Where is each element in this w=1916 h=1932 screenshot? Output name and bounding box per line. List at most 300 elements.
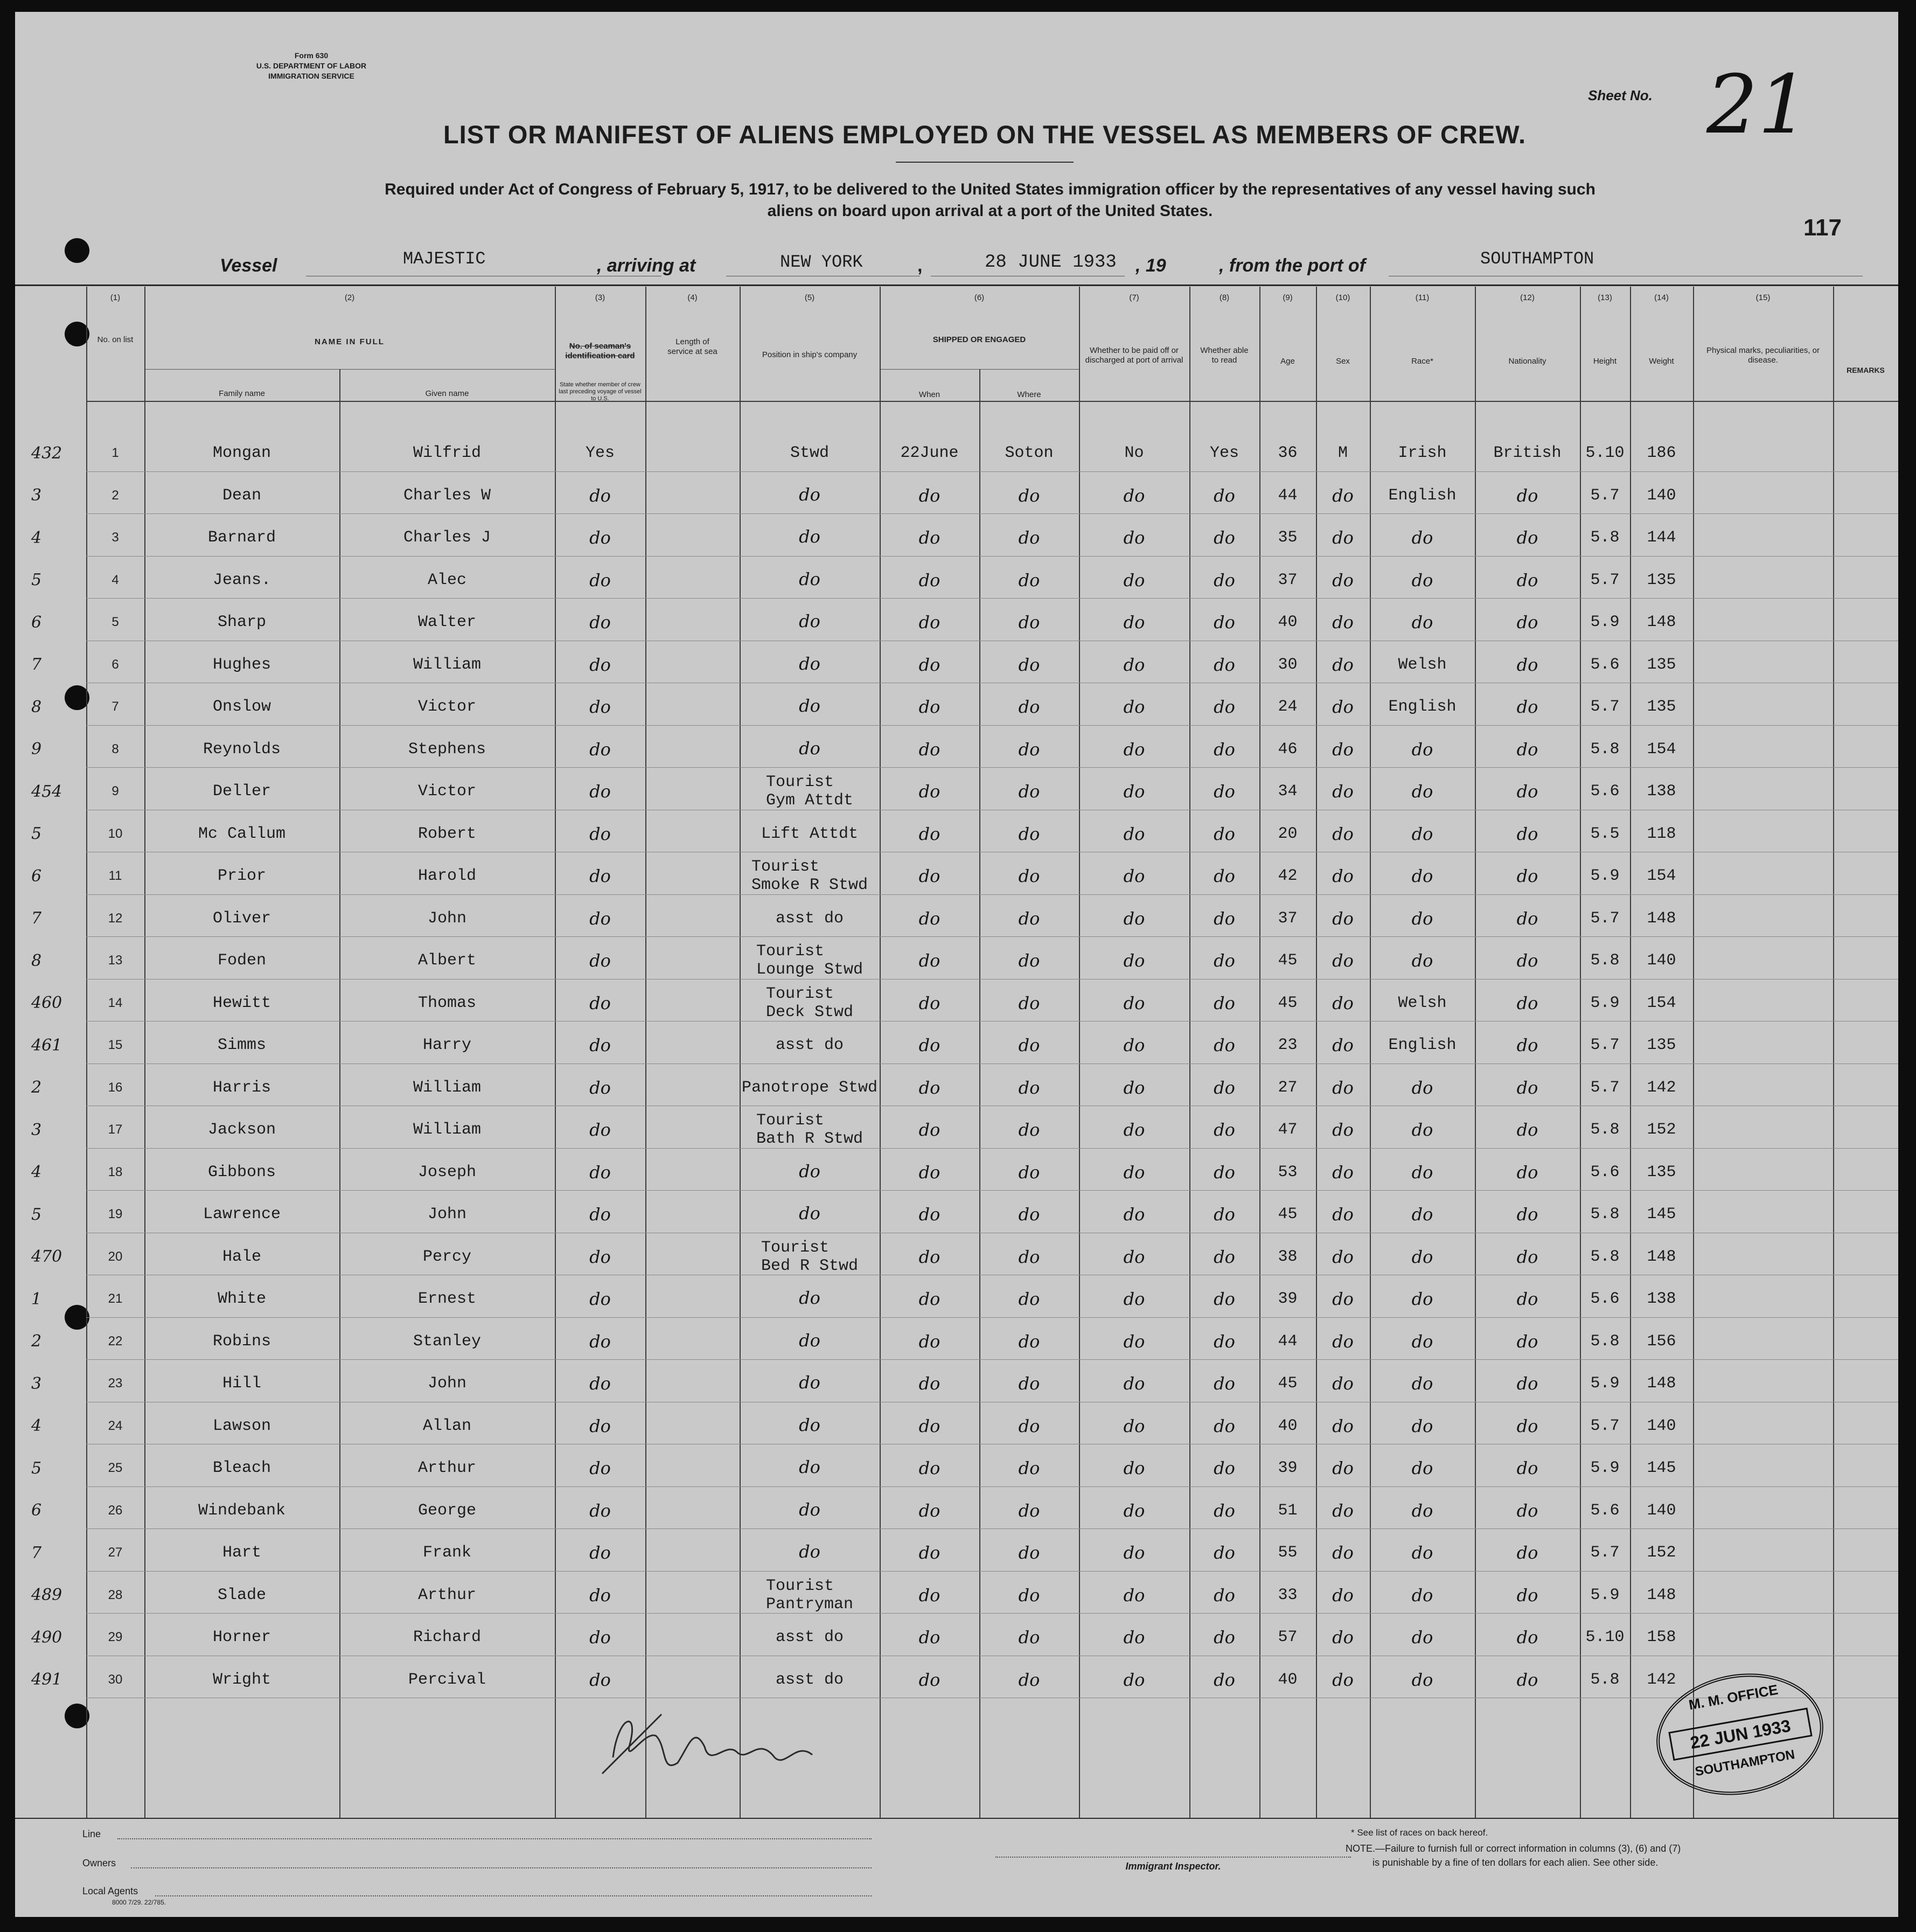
shipped-where: do: [1018, 1542, 1040, 1563]
length-of-service: [645, 1447, 740, 1490]
remarks: [1833, 1151, 1898, 1194]
previous-voyage: do: [589, 654, 611, 675]
previous-voyage: do: [589, 1415, 611, 1436]
position-text: [751, 858, 868, 894]
margin-note: 6: [31, 1501, 42, 1520]
family-name: Simms: [217, 1036, 266, 1055]
height: 5.9: [1590, 613, 1620, 632]
inspector-label: Immigrant Inspector.: [1125, 1861, 1221, 1872]
remarks: [1833, 940, 1898, 982]
paid-off: do: [1123, 485, 1145, 506]
position: [740, 475, 880, 517]
margin-note: 2: [31, 1078, 42, 1097]
age: 39: [1278, 1290, 1298, 1309]
remarks: [1833, 559, 1898, 602]
remarks: [1833, 1574, 1898, 1617]
remarks: [1833, 432, 1898, 475]
remarks: [1833, 1193, 1898, 1236]
nationality: do: [1516, 992, 1538, 1013]
position-line: Bed R Stwd: [761, 1256, 859, 1275]
col-7-number: (7): [1129, 293, 1139, 302]
remarks: [1833, 475, 1898, 517]
given-name: Albert: [417, 951, 477, 970]
paid-off: do: [1123, 1669, 1145, 1690]
position-text: [756, 1111, 863, 1148]
height: 5.7: [1590, 1416, 1620, 1435]
sex: do: [1332, 1331, 1354, 1352]
table-row: [15, 770, 1898, 813]
table-row: [15, 1659, 1898, 1701]
length-of-service: [645, 1278, 740, 1321]
age: 55: [1278, 1544, 1298, 1562]
family-name: Oliver: [212, 909, 271, 928]
remarks: [1833, 1363, 1898, 1405]
race: do: [1411, 1500, 1433, 1521]
remarks: [1833, 1490, 1898, 1532]
weight: 154: [1647, 867, 1676, 886]
paid-off: do: [1123, 1246, 1145, 1267]
paid-off: do: [1123, 569, 1145, 590]
row-number: 19: [108, 1207, 123, 1222]
length-of-service: [645, 770, 740, 813]
weight: 148: [1647, 613, 1676, 632]
previous-voyage: do: [589, 1542, 611, 1563]
shipped-where: do: [1018, 654, 1040, 675]
able-to-read: do: [1214, 739, 1235, 760]
paid-off: do: [1123, 781, 1145, 802]
table-row: [15, 1363, 1898, 1405]
arrival-comma: ,: [917, 255, 923, 276]
table-row: [15, 1447, 1898, 1490]
age: 57: [1278, 1628, 1298, 1647]
able-to-read: do: [1214, 1246, 1235, 1267]
able-to-read: do: [1214, 866, 1235, 887]
paid-off: do: [1123, 1289, 1145, 1310]
paid-off: do: [1123, 1500, 1145, 1521]
previous-voyage: do: [589, 1289, 611, 1310]
paid-off: do: [1123, 1627, 1145, 1648]
height: 5.7: [1590, 698, 1620, 717]
title-underline: [896, 162, 1074, 163]
paid-off: do: [1123, 1415, 1145, 1436]
col-where: Where: [1017, 390, 1041, 399]
table-row: [15, 898, 1898, 940]
previous-voyage: do: [589, 1669, 611, 1690]
departure-port: SOUTHAMPTON: [1480, 249, 1594, 269]
row-number: 29: [108, 1630, 123, 1645]
position: [740, 1321, 880, 1363]
vessel-line: [220, 249, 1868, 281]
physical-marks: [1693, 1574, 1833, 1617]
given-name: Thomas: [417, 993, 477, 1012]
given-name: Victor: [417, 698, 477, 717]
position-line: Deck Stwd: [765, 1003, 854, 1021]
sex: do: [1332, 1120, 1354, 1141]
arrival-date: 28 JUNE 1933: [985, 252, 1117, 273]
race: do: [1411, 1542, 1433, 1563]
physical-marks: [1693, 1532, 1833, 1574]
subtitle-line-2: aliens on board upon arrival at a port of the United States.: [767, 202, 1213, 220]
race: do: [1411, 1077, 1433, 1098]
shipped-where: do: [1018, 612, 1040, 633]
nationality: do: [1516, 1120, 1538, 1141]
table-row: [15, 559, 1898, 602]
stamp-top-text: M. M. OFFICE: [1687, 1681, 1779, 1713]
length-of-service: [645, 1024, 740, 1067]
table-row: [15, 1574, 1898, 1617]
age: 42: [1278, 867, 1298, 886]
row-number: 25: [108, 1461, 123, 1476]
given-name: Harold: [417, 867, 477, 886]
physical-marks: [1693, 1363, 1833, 1405]
physical-marks: [1693, 475, 1833, 517]
weight: 145: [1647, 1205, 1676, 1224]
length-of-service: [645, 1405, 740, 1448]
shipped-when: do: [918, 1458, 940, 1479]
height: 5.7: [1590, 571, 1620, 589]
height: 5.9: [1590, 1586, 1620, 1604]
from-port-label: , from the port of: [1219, 255, 1365, 276]
physical-marks: [1693, 1024, 1833, 1067]
weight: 140: [1647, 1416, 1676, 1435]
height: 5.8: [1590, 1670, 1620, 1689]
length-of-service: [645, 475, 740, 517]
nationality: do: [1516, 527, 1538, 548]
length-of-service: [645, 559, 740, 602]
paid-off: do: [1123, 1458, 1145, 1479]
previous-voyage: do: [589, 1500, 611, 1521]
length-of-service: [645, 1151, 740, 1194]
col-given-name: Given name: [425, 389, 469, 398]
nationality: do: [1516, 908, 1538, 929]
position-line: asst do: [775, 1628, 844, 1647]
race: do: [1411, 866, 1433, 887]
sex: do: [1332, 739, 1354, 760]
weight: 152: [1647, 1121, 1676, 1139]
form-number: Form 630: [294, 51, 329, 60]
nationality: do: [1516, 739, 1538, 760]
position-line: Lounge Stwd: [756, 961, 863, 979]
length-of-service: [645, 1193, 740, 1236]
family-name: Barnard: [207, 529, 276, 547]
remarks: [1833, 982, 1898, 1025]
position-text: [799, 739, 820, 757]
weight: 118: [1647, 824, 1676, 843]
paid-off: do: [1123, 1162, 1145, 1183]
col-8-label: Whether able to read: [1200, 346, 1249, 365]
row-number: 30: [108, 1672, 123, 1687]
paid-off: do: [1123, 654, 1145, 675]
sex: do: [1332, 1669, 1354, 1690]
length-of-service: [645, 813, 740, 856]
table-top-rule: [15, 284, 1898, 286]
col-10-number: (10): [1335, 293, 1350, 302]
sex: M: [1337, 444, 1348, 463]
able-to-read: do: [1214, 612, 1235, 633]
sheet-number: 21: [1706, 58, 1809, 152]
position-line: Bath R Stwd: [756, 1130, 863, 1149]
length-of-service: [645, 686, 740, 728]
shipped-when: do: [918, 569, 940, 590]
position-text: [766, 1577, 853, 1614]
shipped-when: do: [918, 1500, 940, 1521]
sex: do: [1332, 1542, 1354, 1563]
margin-note: 5: [31, 824, 42, 844]
family-name: Mongan: [212, 444, 271, 463]
row-number: 21: [108, 1291, 123, 1306]
given-name: Harry: [422, 1036, 471, 1055]
margin-note: 6: [31, 613, 42, 632]
department-name: U.S. DEPARTMENT OF LABOR: [256, 61, 367, 70]
position-text: [799, 1500, 820, 1519]
sex: do: [1332, 697, 1354, 718]
age: 36: [1278, 444, 1298, 463]
height: 5.10: [1585, 1628, 1625, 1647]
position: [740, 1447, 880, 1490]
remarks: [1833, 1321, 1898, 1363]
physical-marks: [1693, 432, 1833, 475]
position-text: [776, 1036, 844, 1054]
margin-note: 4: [31, 1416, 42, 1436]
row-number: 10: [108, 826, 123, 841]
able-to-read: do: [1214, 527, 1235, 548]
nationality: do: [1516, 1584, 1538, 1606]
given-name: Stanley: [413, 1332, 482, 1351]
length-of-service: [645, 1616, 740, 1659]
sex: do: [1332, 1204, 1354, 1225]
shipped-when: do: [918, 654, 940, 675]
family-name: Bleach: [212, 1459, 271, 1478]
shipped-when: do: [918, 1331, 940, 1352]
previous-voyage: do: [589, 781, 611, 802]
table-row: [15, 940, 1898, 982]
given-name: John: [427, 909, 466, 928]
position-text: [799, 655, 820, 673]
col-9-number: (9): [1283, 293, 1293, 302]
position-text: [756, 942, 863, 979]
inspector-signature: [597, 1682, 877, 1790]
margin-note: 454: [31, 782, 62, 801]
race: do: [1411, 1120, 1433, 1141]
nationality: do: [1516, 1162, 1538, 1183]
weight: 154: [1647, 993, 1676, 1012]
shipped-where: do: [1018, 1035, 1040, 1056]
margin-note: 4: [31, 1163, 42, 1182]
paid-off: do: [1123, 1331, 1145, 1352]
remarks: [1833, 1024, 1898, 1067]
nationality: do: [1516, 1458, 1538, 1479]
length-of-service: [645, 898, 740, 940]
manifest-sheet: [15, 12, 1898, 1917]
col-15-number: (15): [1755, 293, 1771, 302]
age: 44: [1278, 486, 1298, 505]
shipped-where: do: [1018, 1204, 1040, 1225]
shipped-where: do: [1018, 866, 1040, 887]
physical-marks: [1693, 1278, 1833, 1321]
table-row: [15, 1236, 1898, 1278]
able-to-read: do: [1214, 1289, 1235, 1310]
shipped-when: do: [918, 823, 940, 844]
margin-note: 5: [31, 1458, 42, 1478]
position-text: [799, 570, 820, 588]
given-name: Walter: [417, 613, 477, 632]
margin-note: 7: [31, 909, 42, 928]
year-prefix: , 19: [1135, 255, 1166, 276]
penalty-note-line-2: is punishable by a fine of ten dollars for each alien. See other side.: [1372, 1857, 1659, 1868]
able-to-read: do: [1214, 1077, 1235, 1098]
weight: 148: [1647, 1374, 1676, 1393]
given-name: Percival: [408, 1670, 486, 1689]
position-text: [799, 697, 820, 715]
length-of-service: [645, 1321, 740, 1363]
col-9-label: Age: [1280, 357, 1295, 366]
able-to-read: do: [1214, 1415, 1235, 1436]
row-number: 20: [108, 1249, 123, 1264]
table-row: [15, 1151, 1898, 1194]
shipped-where: do: [1018, 1627, 1040, 1648]
age: 38: [1278, 1247, 1298, 1266]
position-text: [799, 1331, 820, 1350]
shipped-when: do: [918, 1077, 940, 1098]
remarks: [1833, 1616, 1898, 1659]
family-name: Deller: [212, 782, 271, 801]
shipped-where: do: [1018, 1120, 1040, 1141]
age: 40: [1278, 613, 1298, 632]
able-to-read: do: [1214, 823, 1235, 844]
table-row: [15, 432, 1898, 475]
physical-marks: [1693, 1236, 1833, 1278]
able-to-read: do: [1214, 569, 1235, 590]
shipped-when: do: [918, 1415, 940, 1436]
weight: 135: [1647, 1036, 1676, 1055]
shipped-where: do: [1018, 950, 1040, 971]
height: 5.8: [1590, 529, 1620, 547]
row-number: 11: [108, 868, 122, 884]
race: English: [1388, 486, 1457, 505]
length-of-service: [645, 982, 740, 1025]
paid-off: do: [1123, 1035, 1145, 1056]
sheet-number-label: Sheet No.: [1588, 87, 1653, 103]
family-name: Harris: [212, 1078, 271, 1097]
age: 47: [1278, 1121, 1298, 1139]
sex: do: [1332, 823, 1354, 844]
previous-voyage: do: [589, 697, 611, 718]
remarks: [1833, 1447, 1898, 1490]
table-row: [15, 813, 1898, 856]
physical-marks: [1693, 855, 1833, 898]
position-text: [742, 1079, 877, 1097]
length-of-service: [645, 517, 740, 559]
height: 5.7: [1590, 909, 1620, 928]
physical-marks: [1693, 728, 1833, 771]
row-number: 27: [108, 1545, 123, 1560]
position: [740, 1532, 880, 1574]
margin-note: 2: [31, 1332, 42, 1351]
col-1-number: (1): [110, 293, 121, 302]
position-text: [799, 1289, 820, 1307]
position: [740, 1193, 880, 1236]
margin-note: 5: [31, 571, 42, 590]
family-name: Dean: [222, 486, 261, 505]
col-8-number: (8): [1219, 293, 1230, 302]
given-name: William: [413, 655, 482, 674]
shipped-where: do: [1018, 1246, 1040, 1267]
table-row: [15, 1024, 1898, 1067]
shipped-when: do: [918, 866, 940, 887]
table-bottom-rule: [15, 1818, 1898, 1819]
weight: 135: [1647, 698, 1676, 717]
age: 20: [1278, 824, 1298, 843]
remarks: [1833, 601, 1898, 644]
remarks: [1833, 1659, 1898, 1701]
col-5-number: (5): [804, 293, 815, 302]
sex: do: [1332, 1077, 1354, 1098]
sex: do: [1332, 781, 1354, 802]
given-name: Richard: [413, 1628, 482, 1647]
given-name: Victor: [417, 782, 477, 801]
nationality: do: [1516, 485, 1538, 506]
length-of-service: [645, 728, 740, 771]
shipped-where: do: [1018, 1584, 1040, 1606]
shipped-where: do: [1018, 569, 1040, 590]
position-line: do: [799, 526, 820, 547]
shipped-when: do: [918, 1627, 940, 1648]
previous-voyage: do: [589, 908, 611, 929]
able-to-read: do: [1214, 485, 1235, 506]
position: [740, 1363, 880, 1405]
physical-marks: [1693, 559, 1833, 602]
position: [740, 1616, 880, 1659]
shipped-when: do: [918, 1035, 940, 1056]
height: 5.7: [1590, 486, 1620, 505]
margin-note: 470: [31, 1247, 62, 1267]
position-text: [766, 985, 853, 1021]
height: 5.9: [1590, 993, 1620, 1012]
weight: 144: [1647, 529, 1676, 547]
paid-off: do: [1123, 908, 1145, 929]
position: [740, 1151, 880, 1194]
row-number: 24: [108, 1418, 123, 1433]
position-line: do: [799, 1372, 820, 1393]
sex: do: [1332, 654, 1354, 675]
weight: 140: [1647, 1501, 1676, 1520]
able-to-read: do: [1214, 1669, 1235, 1690]
position-text: [799, 1542, 820, 1561]
position-text: [799, 1162, 820, 1180]
physical-marks: [1693, 644, 1833, 686]
able-to-read: do: [1214, 781, 1235, 802]
footer-line-label: Line: [82, 1829, 101, 1839]
position: [740, 1236, 880, 1278]
position-line: do: [799, 568, 820, 589]
table-row: [15, 1321, 1898, 1363]
previous-voyage: do: [589, 1331, 611, 1352]
age: 24: [1278, 698, 1298, 717]
col-11-label: Race*: [1411, 357, 1433, 366]
paid-off: do: [1123, 950, 1145, 971]
position-line: do: [799, 1414, 820, 1435]
previous-voyage: do: [589, 739, 611, 760]
physical-marks: [1693, 517, 1833, 559]
shipped-when: do: [918, 781, 940, 802]
row-number: 2: [112, 488, 119, 503]
position-text: [799, 1458, 820, 1476]
race: do: [1411, 823, 1433, 844]
weight: 135: [1647, 655, 1676, 674]
col-3-label-struck: No. of seaman's identification card: [565, 342, 635, 360]
previous-voyage: do: [589, 1035, 611, 1056]
family-name: Hart: [222, 1544, 261, 1562]
